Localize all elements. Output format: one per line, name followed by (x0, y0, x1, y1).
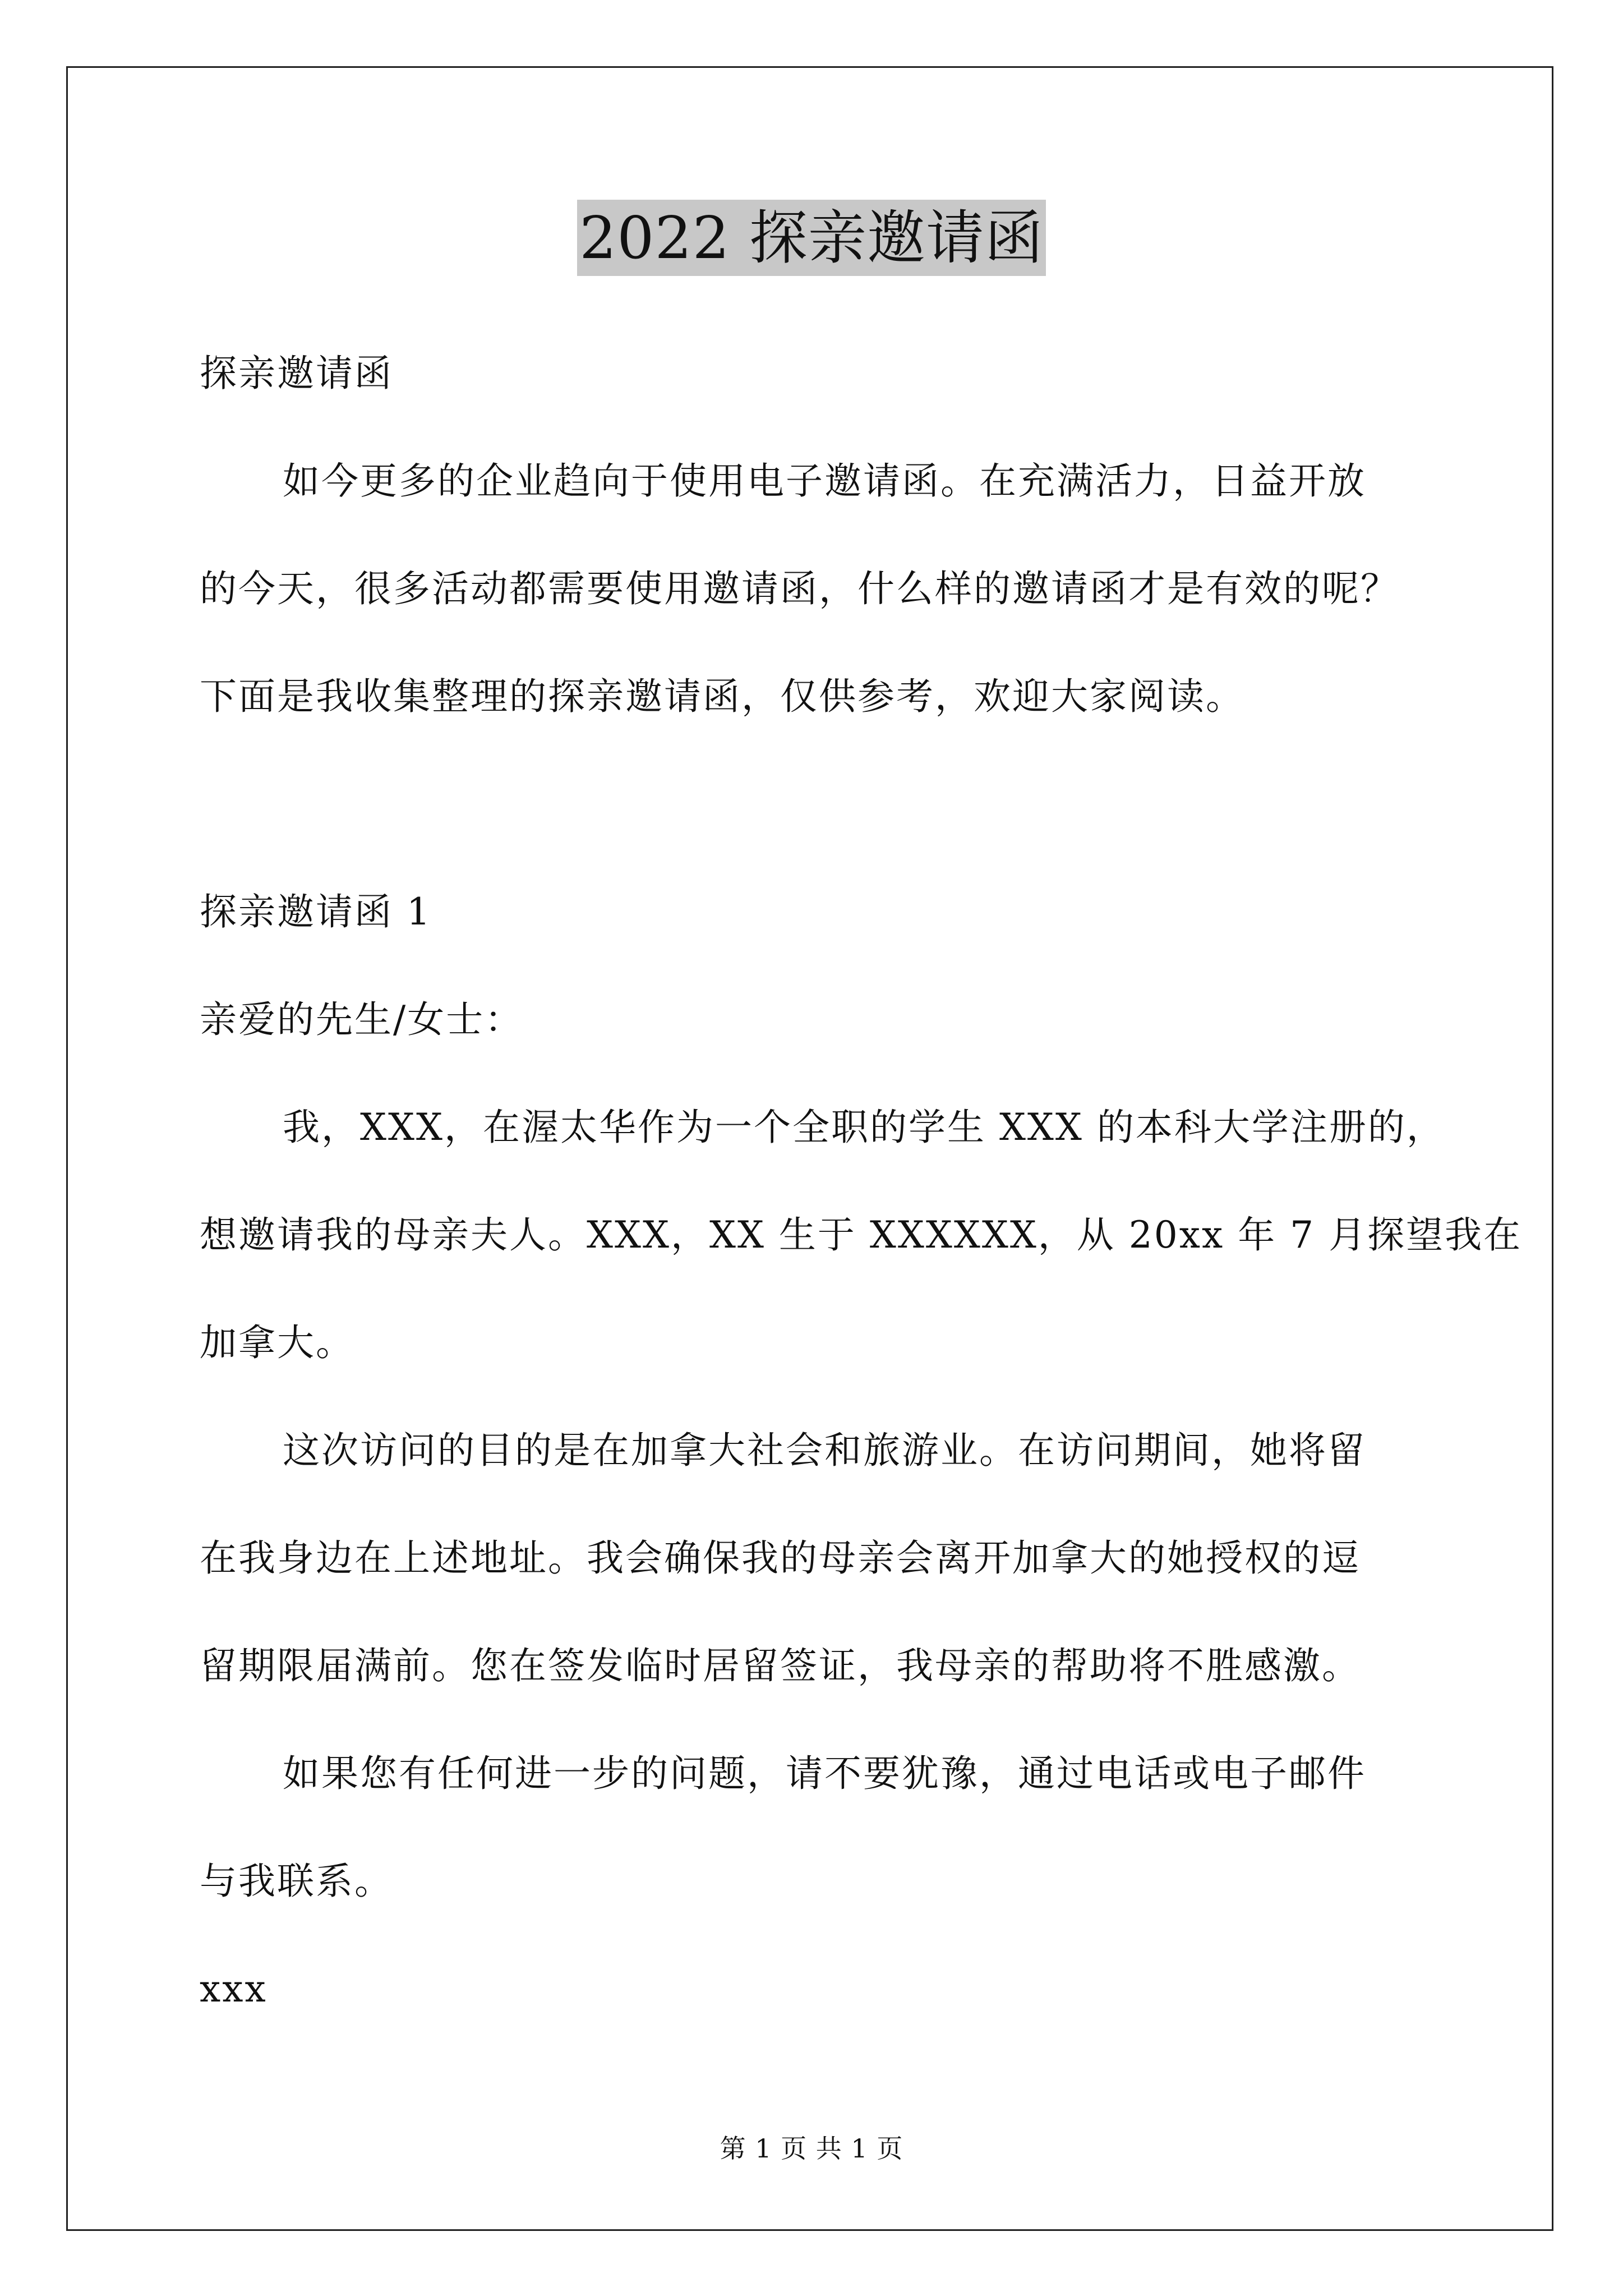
document-title: 2022 探亲邀请函 (577, 200, 1046, 276)
intro-section (200, 320, 1433, 751)
paragraph-line: 留期限届满前。您在签发临时居留签证，我母亲的帮助将不胜感激。 (200, 1644, 1361, 1687)
paragraph-line: 想邀请我的母亲夫人。XXX，XX 生于 XXXXXX，从 20xx 年 7 月探望我在 (200, 1213, 1523, 1257)
intro-heading: 探亲邀请函 (200, 352, 393, 395)
intro-line: 如今更多的企业趋向于使用电子邀请函。在充满活力，日益开放 (283, 459, 1366, 503)
paragraph-line: 在我身边在上述地址。我会确保我的母亲会离开加拿大的她授权的逗 (200, 1536, 1361, 1580)
paragraph-line: 如果您有任何进一步的问题，请不要犹豫，通过电话或电子邮件 (283, 1752, 1366, 1795)
title-container (0, 200, 1623, 276)
paragraph-line: 我，XXX，在渥太华作为一个全职的学生 XXX 的本科大学注册的， (283, 1106, 1445, 1149)
intro-line: 下面是我收集整理的探亲邀请函，仅供参考，欢迎大家阅读。 (200, 675, 1244, 718)
page-footer: 第 1 页 共 1 页 (720, 2133, 903, 2164)
paragraph-line: 这次访问的目的是在加拿大社会和旅游业。在访问期间，她将留 (283, 1429, 1366, 1472)
paragraph-line: 与我联系。 (200, 1860, 393, 1903)
signature: xxx (200, 1967, 268, 2010)
paragraph-line: 加拿大。 (200, 1321, 354, 1364)
letter-section (200, 858, 1523, 2043)
letter-heading: 探亲邀请函 1 (200, 890, 432, 933)
intro-line: 的今天，很多活动都需要使用邀请函，什么样的邀请函才是有效的呢？ (200, 567, 1399, 610)
salutation: 亲爱的先生/女士： (200, 998, 524, 1041)
